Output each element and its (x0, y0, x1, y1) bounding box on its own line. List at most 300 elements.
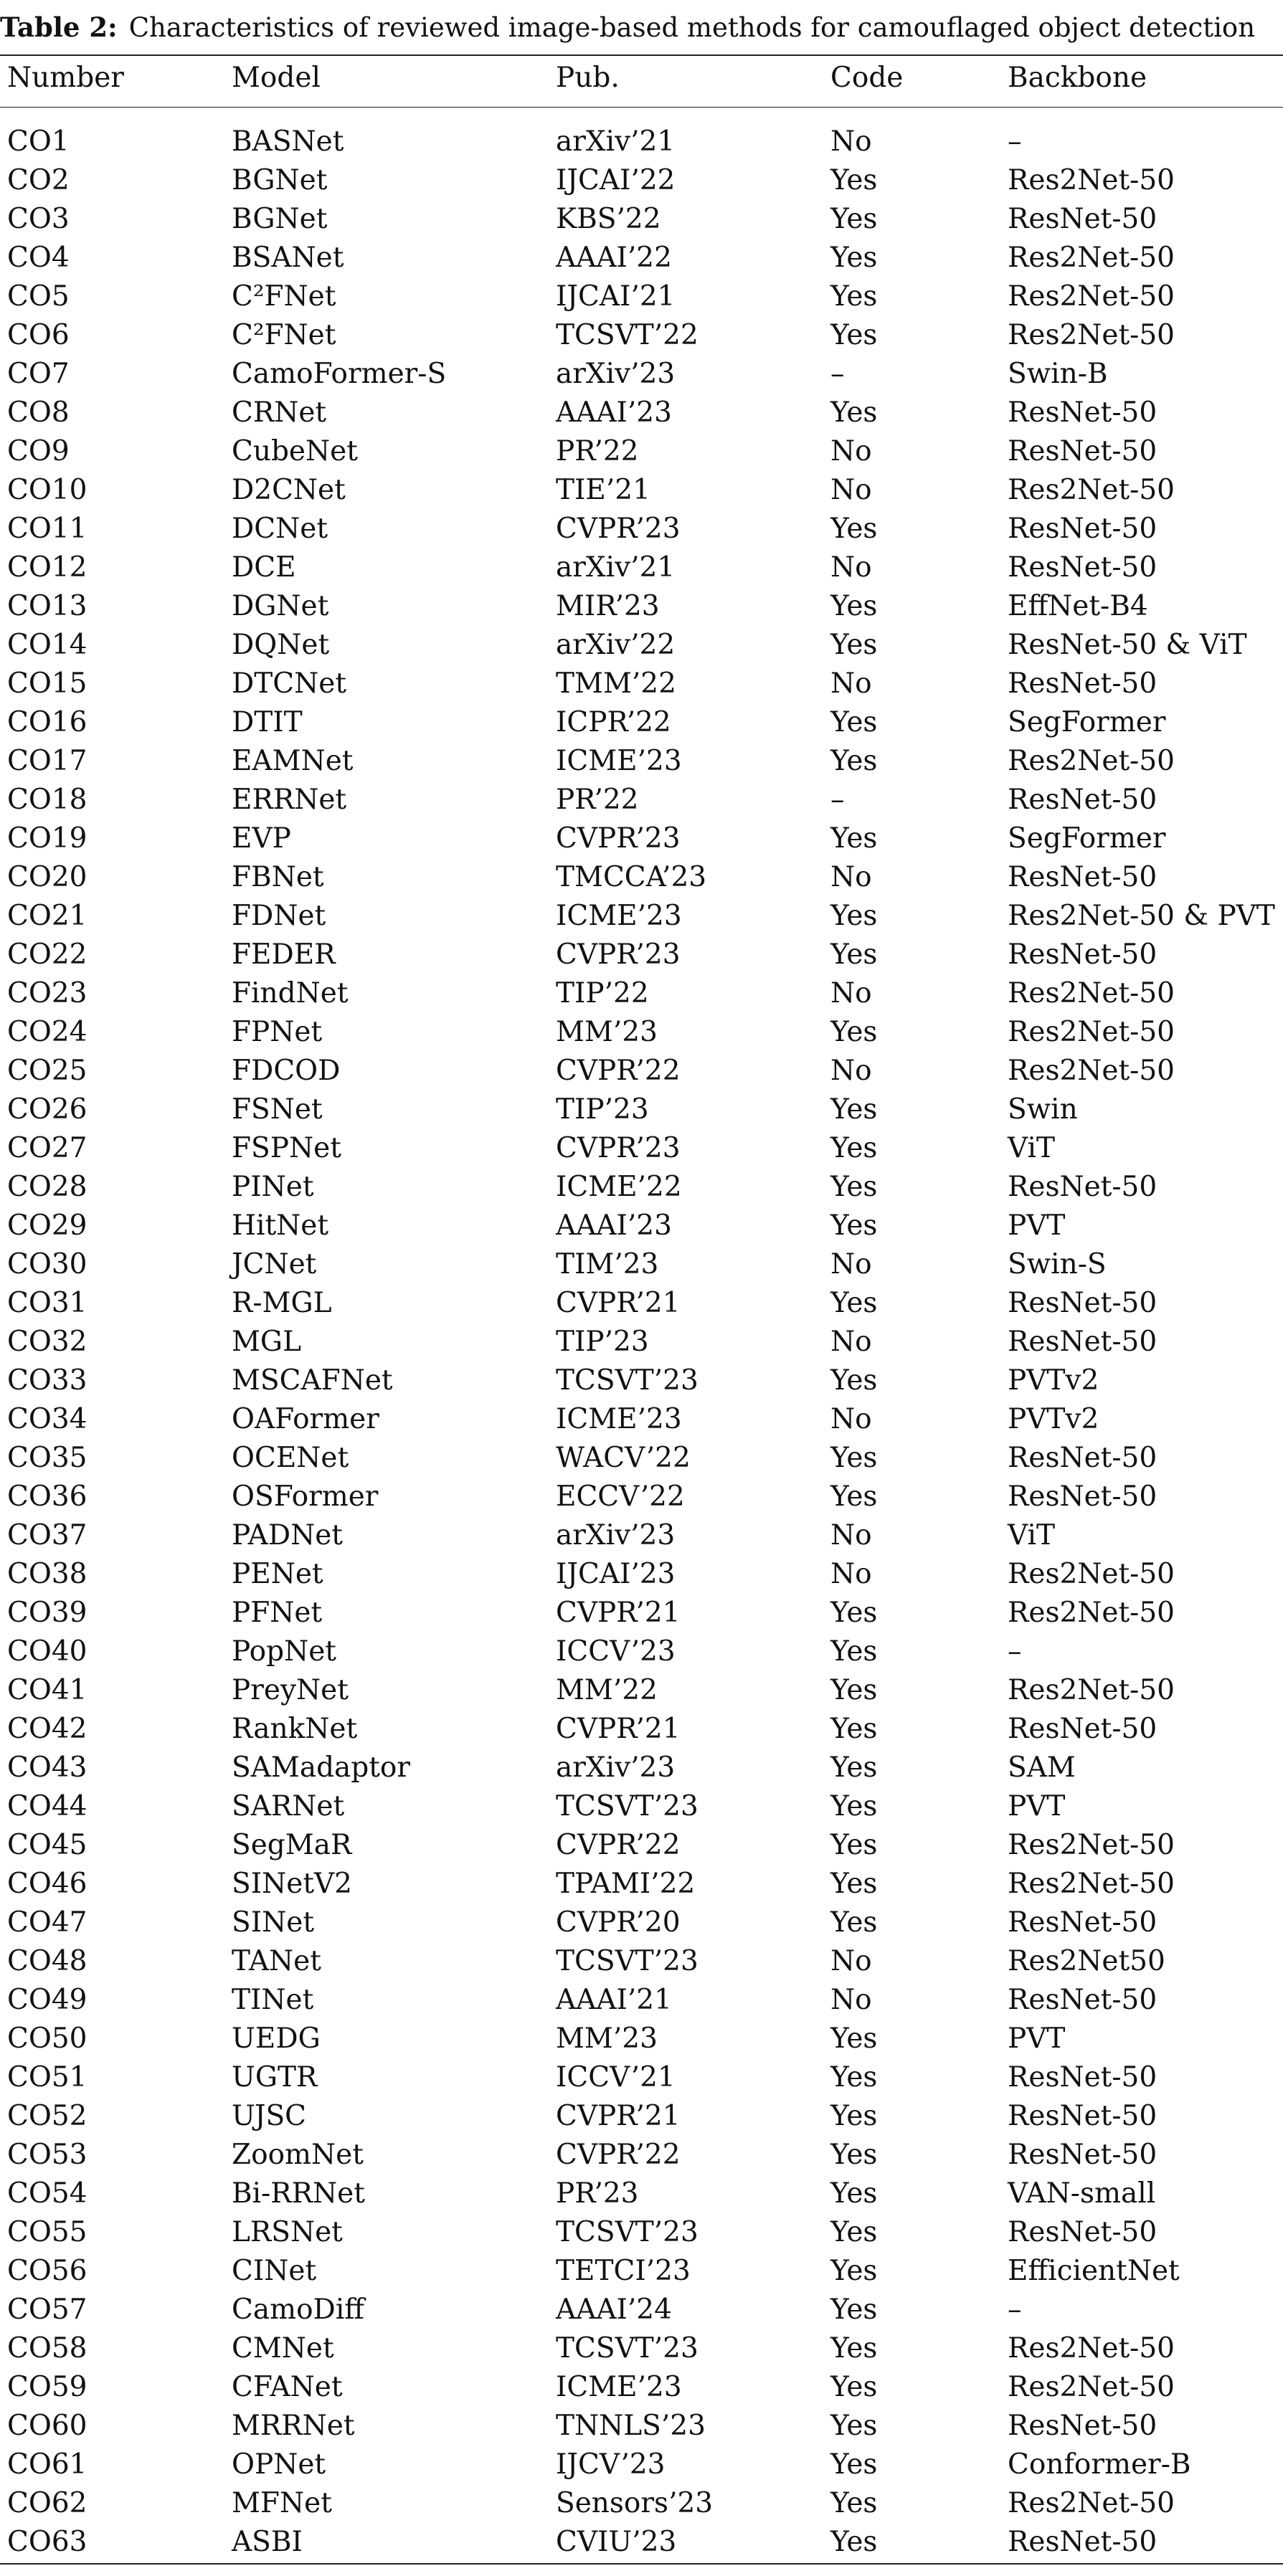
table-row (0, 2446, 1283, 2484)
cell-model: UEDG (232, 2023, 321, 2055)
cell-model: D2CNet (232, 474, 346, 506)
cell-backbone: Res2Net-50 (1008, 977, 1175, 1009)
cell-pub: CVPR’21 (556, 2100, 681, 2132)
cell-model: PreyNet (232, 1674, 349, 1706)
cell-pub: TMM’22 (556, 667, 676, 700)
table-body (0, 123, 1283, 2562)
cell-number: CO31 (7, 1287, 87, 1319)
cell-model: EAMNet (232, 745, 354, 777)
header-rule (0, 107, 1283, 108)
cell-model: CamoDiff (232, 2294, 365, 2326)
cell-number: CO26 (7, 1093, 87, 1126)
cell-number: CO52 (7, 2100, 87, 2132)
cell-model: FEDER (232, 938, 336, 971)
cell-backbone: EffNet-B4 (1008, 590, 1148, 622)
cell-backbone: ResNet-50 (1008, 435, 1157, 467)
cell-pub: arXiv’21 (556, 551, 676, 584)
cell-number: CO62 (7, 2487, 87, 2519)
header-model: Model (232, 62, 321, 94)
cell-backbone: – (1008, 1635, 1022, 1668)
cell-number: CO43 (7, 1752, 87, 1784)
cell-pub: CVPR’23 (556, 1132, 681, 1164)
cell-number: CO32 (7, 1326, 87, 1358)
table-row (0, 781, 1283, 819)
table-row (0, 1555, 1283, 1594)
cell-pub: MIR’23 (556, 590, 660, 622)
cell-model: Bi-RRNet (232, 2177, 365, 2210)
cell-number: CO5 (7, 280, 70, 313)
cell-backbone: ResNet-50 (1008, 396, 1157, 429)
table-row (0, 1671, 1283, 1710)
cell-number: CO61 (7, 2448, 87, 2481)
cell-pub: CVPR’23 (556, 513, 681, 545)
cell-backbone: ResNet-50 (1008, 1481, 1157, 1513)
cell-backbone: – (1008, 2294, 1022, 2326)
cell-model: TANet (232, 1945, 321, 1977)
table-row (0, 2291, 1283, 2329)
cell-number: CO22 (7, 938, 87, 971)
table-row (0, 548, 1283, 587)
cell-code: Yes (830, 242, 878, 274)
table-row (0, 200, 1283, 239)
cell-model: PADNet (232, 1519, 343, 1551)
cell-pub: TIP’23 (556, 1326, 649, 1358)
cell-backbone: Res2Net-50 (1008, 1016, 1175, 1048)
cell-model: EVP (232, 822, 291, 855)
cell-pub: ICME’23 (556, 2371, 682, 2403)
cell-code: No (830, 977, 872, 1009)
cell-code: Yes (830, 1713, 878, 1745)
cell-pub: ICME’23 (556, 900, 682, 932)
cell-pub: TIE’21 (556, 474, 650, 506)
cell-code: Yes (830, 706, 878, 738)
cell-model: SAMadaptor (232, 1752, 411, 1784)
cell-model: MSCAFNet (232, 1364, 393, 1397)
cell-backbone: ResNet-50 (1008, 2526, 1157, 2558)
cell-code: Yes (830, 2061, 878, 2093)
cell-model: R-MGL (232, 1287, 332, 1319)
cell-model: FDCOD (232, 1055, 341, 1087)
cell-model: MFNet (232, 2487, 332, 2519)
cell-pub: ICME’23 (556, 1403, 682, 1435)
cell-number: CO6 (7, 319, 70, 351)
cell-model: FBNet (232, 861, 324, 893)
cell-model: SARNet (232, 1790, 345, 1822)
cell-backbone: SAM (1008, 1752, 1076, 1784)
cell-backbone: Swin (1008, 1093, 1078, 1126)
table-row (0, 2368, 1283, 2407)
cell-pub: TIP’23 (556, 1093, 649, 1126)
cell-pub: MM’22 (556, 1674, 658, 1706)
cell-model: SegMaR (232, 1829, 352, 1861)
cell-backbone: ResNet-50 (1008, 203, 1157, 235)
cell-pub: AAAI’21 (556, 1984, 672, 2016)
cell-number: CO45 (7, 1829, 87, 1861)
bottom-rule (0, 2563, 1283, 2565)
cell-pub: ECCV’22 (556, 1481, 685, 1513)
cell-code: Yes (830, 1209, 878, 1242)
caption-text: Characteristics of reviewed image-based methods for camouflaged object detection (128, 12, 1256, 43)
cell-backbone: Res2Net-50 (1008, 1597, 1175, 1629)
cell-pub: CVPR’23 (556, 938, 681, 971)
table-row (0, 355, 1283, 394)
cell-number: CO48 (7, 1945, 87, 1977)
cell-pub: arXiv’23 (556, 1752, 676, 1784)
cell-number: CO56 (7, 2255, 87, 2287)
cell-model: SINetV2 (232, 1868, 352, 1900)
cell-backbone: PVT (1008, 1209, 1066, 1242)
cell-model: JCNet (232, 1248, 317, 1280)
table-row (0, 1710, 1283, 1749)
table-row (0, 974, 1283, 1013)
cell-number: CO49 (7, 1984, 87, 2016)
cell-code: Yes (830, 1132, 878, 1164)
table-row (0, 277, 1283, 316)
cell-pub: CVPR’20 (556, 1906, 681, 1939)
cell-model: OSFormer (232, 1481, 379, 1513)
cell-pub: TIP’22 (556, 977, 649, 1009)
table-row (0, 1439, 1283, 1478)
cell-backbone: ResNet-50 (1008, 513, 1157, 545)
cell-backbone: Res2Net-50 (1008, 319, 1175, 351)
cell-code: No (830, 435, 872, 467)
cell-model: LRSNet (232, 2216, 343, 2248)
table-row (0, 742, 1283, 781)
cell-pub: arXiv’23 (556, 358, 676, 390)
table-row (0, 1787, 1283, 1826)
cell-number: CO58 (7, 2332, 87, 2364)
cell-number: CO60 (7, 2410, 87, 2442)
cell-code: – (830, 784, 845, 816)
cell-pub: CVPR’22 (556, 2139, 681, 2171)
cell-model: PINet (232, 1171, 314, 1203)
cell-model: CRNet (232, 396, 327, 429)
cell-backbone: ViT (1008, 1519, 1055, 1551)
cell-model: PFNet (232, 1597, 323, 1629)
cell-number: CO2 (7, 164, 70, 196)
cell-backbone: Res2Net-50 & PVT (1008, 900, 1275, 932)
cell-backbone: Res2Net-50 (1008, 1868, 1175, 1900)
cell-pub: arXiv’23 (556, 1519, 676, 1551)
table-row (0, 123, 1283, 161)
table-row (0, 1478, 1283, 1516)
cell-code: No (830, 667, 872, 700)
cell-number: CO16 (7, 706, 87, 738)
cell-pub: PR’23 (556, 2177, 639, 2210)
cell-backbone: VAN-small (1008, 2177, 1156, 2210)
cell-backbone: Res2Net-50 (1008, 1055, 1175, 1087)
table-row (0, 1245, 1283, 1284)
table-row (0, 2175, 1283, 2213)
cell-number: CO34 (7, 1403, 87, 1435)
cell-pub: AAAI’24 (556, 2294, 672, 2326)
table-row (0, 2407, 1283, 2446)
cell-pub: PR’22 (556, 435, 639, 467)
cell-pub: TPAMI’22 (556, 1868, 696, 1900)
cell-backbone: SegFormer (1008, 822, 1166, 855)
cell-pub: IJCAI’22 (556, 164, 676, 196)
cell-code: Yes (830, 2410, 878, 2442)
table-row (0, 819, 1283, 858)
cell-code: Yes (830, 1829, 878, 1861)
table-caption (0, 10, 1283, 45)
cell-pub: arXiv’22 (556, 629, 676, 661)
cell-backbone: Res2Net-50 (1008, 1558, 1175, 1590)
cell-code: Yes (830, 2371, 878, 2403)
cell-model: OPNet (232, 2448, 326, 2481)
cell-backbone: Res2Net-50 (1008, 745, 1175, 777)
cell-model: DTCNet (232, 667, 346, 700)
cell-code: No (830, 1248, 872, 1280)
cell-number: CO41 (7, 1674, 87, 1706)
table-row (0, 1826, 1283, 1865)
cell-number: CO51 (7, 2061, 87, 2093)
cell-model: C²FNet (232, 280, 336, 313)
cell-model: MGL (232, 1326, 301, 1358)
cell-code: No (830, 551, 872, 584)
cell-pub: TCSVT’23 (556, 1945, 699, 1977)
cell-code: No (830, 1055, 872, 1087)
cell-backbone: Res2Net-50 (1008, 2332, 1175, 2364)
cell-backbone: ResNet-50 (1008, 2061, 1157, 2093)
cell-code: Yes (830, 822, 878, 855)
cell-backbone: ResNet-50 (1008, 2139, 1157, 2171)
cell-backbone: ViT (1008, 1132, 1055, 1164)
table-row (0, 432, 1283, 471)
cell-backbone: ResNet-50 & ViT (1008, 629, 1247, 661)
cell-pub: KBS’22 (556, 203, 661, 235)
cell-code: Yes (830, 2139, 878, 2171)
cell-model: DCNet (232, 513, 328, 545)
table-row (0, 2020, 1283, 2058)
cell-model: ERRNet (232, 784, 347, 816)
cell-model: DTIT (232, 706, 303, 738)
cell-code: Yes (830, 203, 878, 235)
cell-backbone: Res2Net-50 (1008, 164, 1175, 196)
cell-number: CO35 (7, 1442, 87, 1474)
cell-model: BGNet (232, 203, 328, 235)
cell-pub: IJCAI’21 (556, 280, 676, 313)
cell-pub: TMCCA’23 (556, 861, 707, 893)
table-row (0, 1361, 1283, 1400)
table-row (0, 1632, 1283, 1671)
cell-number: CO46 (7, 1868, 87, 1900)
table-row (0, 858, 1283, 897)
cell-code: Yes (830, 900, 878, 932)
cell-backbone: ResNet-50 (1008, 2216, 1157, 2248)
cell-backbone: Conformer-B (1008, 2448, 1191, 2481)
cell-backbone: ResNet-50 (1008, 938, 1157, 971)
cell-number: CO39 (7, 1597, 87, 1629)
cell-model: DQNet (232, 629, 330, 661)
cell-pub: CVPR’22 (556, 1055, 681, 1087)
cell-model: ASBI (232, 2526, 303, 2558)
cell-number: CO30 (7, 1248, 87, 1280)
cell-number: CO23 (7, 977, 87, 1009)
cell-number: CO20 (7, 861, 87, 893)
cell-backbone: ResNet-50 (1008, 1984, 1157, 2016)
cell-code: Yes (830, 319, 878, 351)
cell-code: Yes (830, 2177, 878, 2210)
cell-number: CO19 (7, 822, 87, 855)
cell-backbone: ResNet-50 (1008, 1713, 1157, 1745)
cell-number: CO59 (7, 2371, 87, 2403)
cell-number: CO17 (7, 745, 87, 777)
cell-backbone: ResNet-50 (1008, 1442, 1157, 1474)
table-row (0, 2213, 1283, 2252)
cell-pub: TCSVT’22 (556, 319, 699, 351)
header-backbone: Backbone (1008, 62, 1147, 94)
cell-code: Yes (830, 938, 878, 971)
table-row (0, 1207, 1283, 1245)
cell-model: TINet (232, 1984, 314, 2016)
cell-code: No (830, 1403, 872, 1435)
cell-number: CO8 (7, 396, 70, 429)
cell-code: Yes (830, 1016, 878, 1048)
table-row (0, 1323, 1283, 1361)
cell-pub: MM’23 (556, 2023, 658, 2055)
table-row (0, 394, 1283, 432)
table-row (0, 1090, 1283, 1129)
cell-number: CO50 (7, 2023, 87, 2055)
cell-code: Yes (830, 1752, 878, 1784)
cell-code: Yes (830, 1635, 878, 1668)
table-row (0, 2484, 1283, 2523)
cell-code: Yes (830, 1171, 878, 1203)
cell-code: Yes (830, 2332, 878, 2364)
cell-backbone: PVTv2 (1008, 1364, 1099, 1397)
cell-number: CO38 (7, 1558, 87, 1590)
cell-backbone: Res2Net-50 (1008, 280, 1175, 313)
cell-pub: ICCV’23 (556, 1635, 676, 1668)
cell-pub: TETCI’23 (556, 2255, 691, 2287)
cell-number: CO7 (7, 358, 70, 390)
cell-model: FSPNet (232, 1132, 341, 1164)
cell-model: OCENet (232, 1442, 349, 1474)
cell-model: FindNet (232, 977, 349, 1009)
cell-number: CO10 (7, 474, 87, 506)
table-row (0, 1594, 1283, 1632)
cell-pub: TCSVT’23 (556, 1364, 699, 1397)
cell-model: BASNet (232, 125, 344, 158)
header-pub: Pub. (556, 62, 620, 94)
table-row (0, 2252, 1283, 2291)
cell-model: MRRNet (232, 2410, 355, 2442)
cell-backbone: Res2Net-50 (1008, 2371, 1175, 2403)
cell-code: – (830, 358, 845, 390)
cell-code: No (830, 1984, 872, 2016)
cell-number: CO63 (7, 2526, 87, 2558)
cell-number: CO57 (7, 2294, 87, 2326)
cell-backbone: PVTv2 (1008, 1403, 1099, 1435)
cell-number: CO25 (7, 1055, 87, 1087)
cell-number: CO28 (7, 1171, 87, 1203)
cell-code: Yes (830, 2487, 878, 2519)
cell-model: FSNet (232, 1093, 323, 1126)
cell-pub: CVPR’22 (556, 1829, 681, 1861)
table-row (0, 703, 1283, 742)
cell-code: No (830, 125, 872, 158)
cell-code: Yes (830, 513, 878, 545)
cell-model: PopNet (232, 1635, 336, 1668)
cell-pub: PR’22 (556, 784, 639, 816)
header-number: Number (7, 62, 124, 94)
table-header (0, 57, 1283, 99)
cell-number: CO4 (7, 242, 70, 274)
cell-model: PENet (232, 1558, 323, 1590)
cell-number: CO15 (7, 667, 87, 700)
cell-model: CamoFormer-S (232, 358, 447, 390)
cell-backbone: SegFormer (1008, 706, 1166, 738)
table-row (0, 1749, 1283, 1787)
cell-model: UJSC (232, 2100, 307, 2132)
cell-pub: Sensors’23 (556, 2487, 714, 2519)
cell-number: CO9 (7, 435, 70, 467)
table-row (0, 1400, 1283, 1439)
cell-code: No (830, 1519, 872, 1551)
cell-backbone: PVT (1008, 2023, 1066, 2055)
table-row (0, 1052, 1283, 1090)
cell-backbone: ResNet-50 (1008, 861, 1157, 893)
table-row (0, 2058, 1283, 2097)
cell-code: Yes (830, 745, 878, 777)
cell-pub: WACV’22 (556, 1442, 691, 1474)
cell-model: UGTR (232, 2061, 318, 2093)
cell-code: Yes (830, 1906, 878, 1939)
top-rule (0, 54, 1283, 56)
cell-code: Yes (830, 2255, 878, 2287)
cell-code: Yes (830, 1674, 878, 1706)
cell-backbone: ResNet-50 (1008, 551, 1157, 584)
table-row (0, 665, 1283, 703)
cell-code: Yes (830, 164, 878, 196)
cell-pub: AAAI’22 (556, 242, 672, 274)
cell-model: SINet (232, 1906, 315, 1939)
cell-number: CO1 (7, 125, 70, 158)
table-row (0, 2523, 1283, 2562)
cell-backbone: ResNet-50 (1008, 1287, 1157, 1319)
cell-model: CINet (232, 2255, 317, 2287)
cell-pub: CVPR’21 (556, 1713, 681, 1745)
cell-backbone: ResNet-50 (1008, 2410, 1157, 2442)
cell-model: DCE (232, 551, 296, 584)
cell-number: CO13 (7, 590, 87, 622)
cell-pub: AAAI’23 (556, 1209, 672, 1242)
cell-backbone: ResNet-50 (1008, 2100, 1157, 2132)
cell-number: CO44 (7, 1790, 87, 1822)
table-row (0, 1284, 1283, 1323)
cell-code: Yes (830, 1093, 878, 1126)
cell-model: BGNet (232, 164, 328, 196)
cell-number: CO14 (7, 629, 87, 661)
cell-pub: MM’23 (556, 1016, 658, 1048)
cell-code: No (830, 861, 872, 893)
cell-backbone: ResNet-50 (1008, 1906, 1157, 1939)
table-row (0, 897, 1283, 936)
cell-backbone: ResNet-50 (1008, 784, 1157, 816)
cell-model: CMNet (232, 2332, 334, 2364)
cell-number: CO12 (7, 551, 87, 584)
header-code: Code (830, 62, 904, 94)
table-row (0, 2097, 1283, 2136)
cell-backbone: EfficientNet (1008, 2255, 1180, 2287)
cell-number: CO36 (7, 1481, 87, 1513)
cell-code: No (830, 474, 872, 506)
cell-code: Yes (830, 1597, 878, 1629)
cell-code: No (830, 1945, 872, 1977)
cell-code: Yes (830, 1364, 878, 1397)
cell-code: Yes (830, 2526, 878, 2558)
